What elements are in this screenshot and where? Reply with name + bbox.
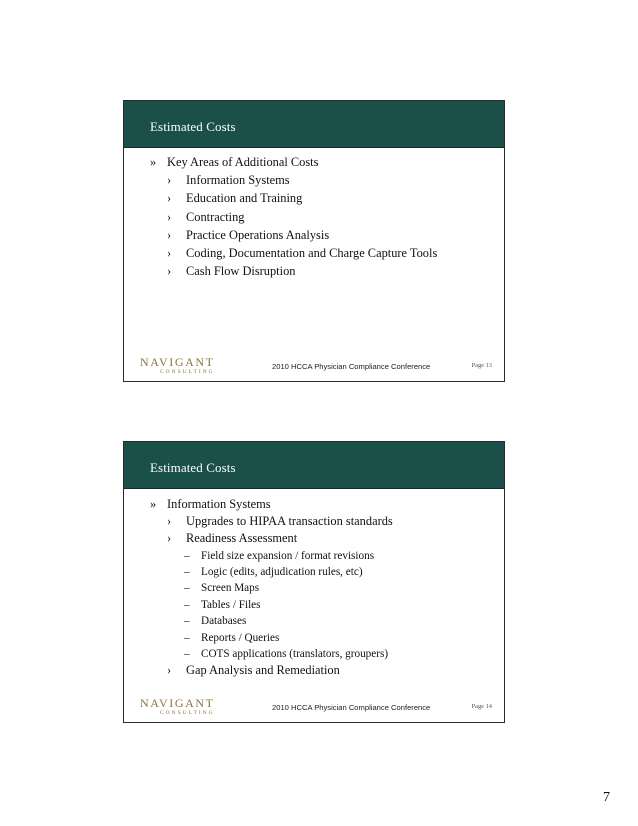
bullet-text: Logic (edits, adjudication rules, etc) [201, 566, 363, 579]
logo-subtitle: CONSULTING [160, 710, 215, 716]
navigant-logo [140, 696, 226, 718]
bullet-item [150, 580, 490, 596]
bullet-text: Cash Flow Disruption [186, 264, 296, 279]
bullet-marker: › [167, 531, 172, 546]
slide-body [150, 496, 490, 680]
bullet-text: Screen Maps [201, 582, 260, 595]
bullet-item [150, 662, 490, 679]
bullet-marker: › [167, 663, 172, 678]
bullet-text: Readiness Assessment [186, 531, 298, 546]
bullet-text: Contracting [186, 209, 245, 224]
bullet-marker: › [167, 264, 172, 279]
slide-13 [123, 100, 505, 382]
bullet-text: Coding, Documentation and Charge Capture Tools [186, 246, 438, 261]
bullet-item [150, 244, 490, 262]
navigant-logo [140, 355, 226, 377]
bullet-text: Tables / Files [201, 598, 261, 611]
bullet-text: Education and Training [186, 191, 303, 206]
bullet-marker: › [167, 173, 172, 188]
bullet-item [150, 613, 490, 629]
bullet-item [150, 153, 490, 171]
bullet-item [150, 530, 490, 547]
bullet-item [150, 262, 490, 280]
conference-label: 2010 HCCA Physician Compliance Conference [272, 703, 431, 712]
bullet-marker: › [167, 246, 172, 261]
bullet-marker: » [150, 497, 157, 511]
bullet-text: Reports / Queries [201, 631, 280, 644]
bullet-marker: › [167, 191, 172, 206]
bullet-item [150, 208, 490, 226]
slide-footer [124, 692, 504, 722]
slide-page-number: Page 14 [471, 703, 492, 710]
bullet-item [150, 226, 490, 244]
bullet-marker: › [167, 514, 172, 529]
logo-wordmark: NAVIGANT [140, 696, 215, 710]
bullet-text: Databases [201, 615, 247, 628]
bullet-item [150, 189, 490, 207]
slide-title: Estimated Costs [150, 460, 236, 475]
bullet-text: Key Areas of Additional Costs [167, 155, 319, 169]
slide-header [124, 101, 504, 148]
document-page-number: 7 [603, 790, 610, 805]
slide-page-number: Page 13 [471, 362, 492, 369]
bullet-item [150, 496, 490, 513]
bullet-marker: » [150, 155, 157, 169]
slide-body [150, 153, 490, 280]
slide-title: Estimated Costs [150, 119, 236, 134]
bullet-item [150, 630, 490, 646]
bullet-marker: – [184, 549, 190, 562]
bullet-item [150, 513, 490, 530]
logo-wordmark: NAVIGANT [140, 355, 215, 369]
bullet-text: Practice Operations Analysis [186, 227, 330, 242]
bullet-item [150, 597, 490, 613]
bullet-marker: › [167, 227, 172, 242]
bullet-item [150, 171, 490, 189]
conference-label: 2010 HCCA Physician Compliance Conference [272, 362, 431, 371]
bullet-item [150, 548, 490, 564]
bullet-marker: – [184, 615, 190, 628]
bullet-text: Field size expansion / format revisions [201, 549, 375, 562]
slide-footer [124, 351, 504, 381]
bullet-text: Information Systems [167, 497, 271, 511]
logo-subtitle: CONSULTING [160, 369, 215, 375]
bullet-marker: – [184, 598, 190, 611]
bullet-marker: – [184, 582, 190, 595]
bullet-text: Information Systems [186, 173, 290, 188]
bullet-text: COTS applications (translators, groupers) [201, 648, 389, 661]
bullet-marker: – [184, 648, 190, 661]
bullet-item [150, 564, 490, 580]
slide-14 [123, 441, 505, 723]
bullet-marker: – [184, 566, 190, 579]
bullet-marker: – [184, 631, 190, 644]
bullet-text: Gap Analysis and Remediation [186, 663, 340, 678]
slide-header [124, 442, 504, 489]
bullet-item [150, 646, 490, 662]
bullet-text: Upgrades to HIPAA transaction standards [186, 514, 393, 529]
bullet-marker: › [167, 209, 172, 224]
